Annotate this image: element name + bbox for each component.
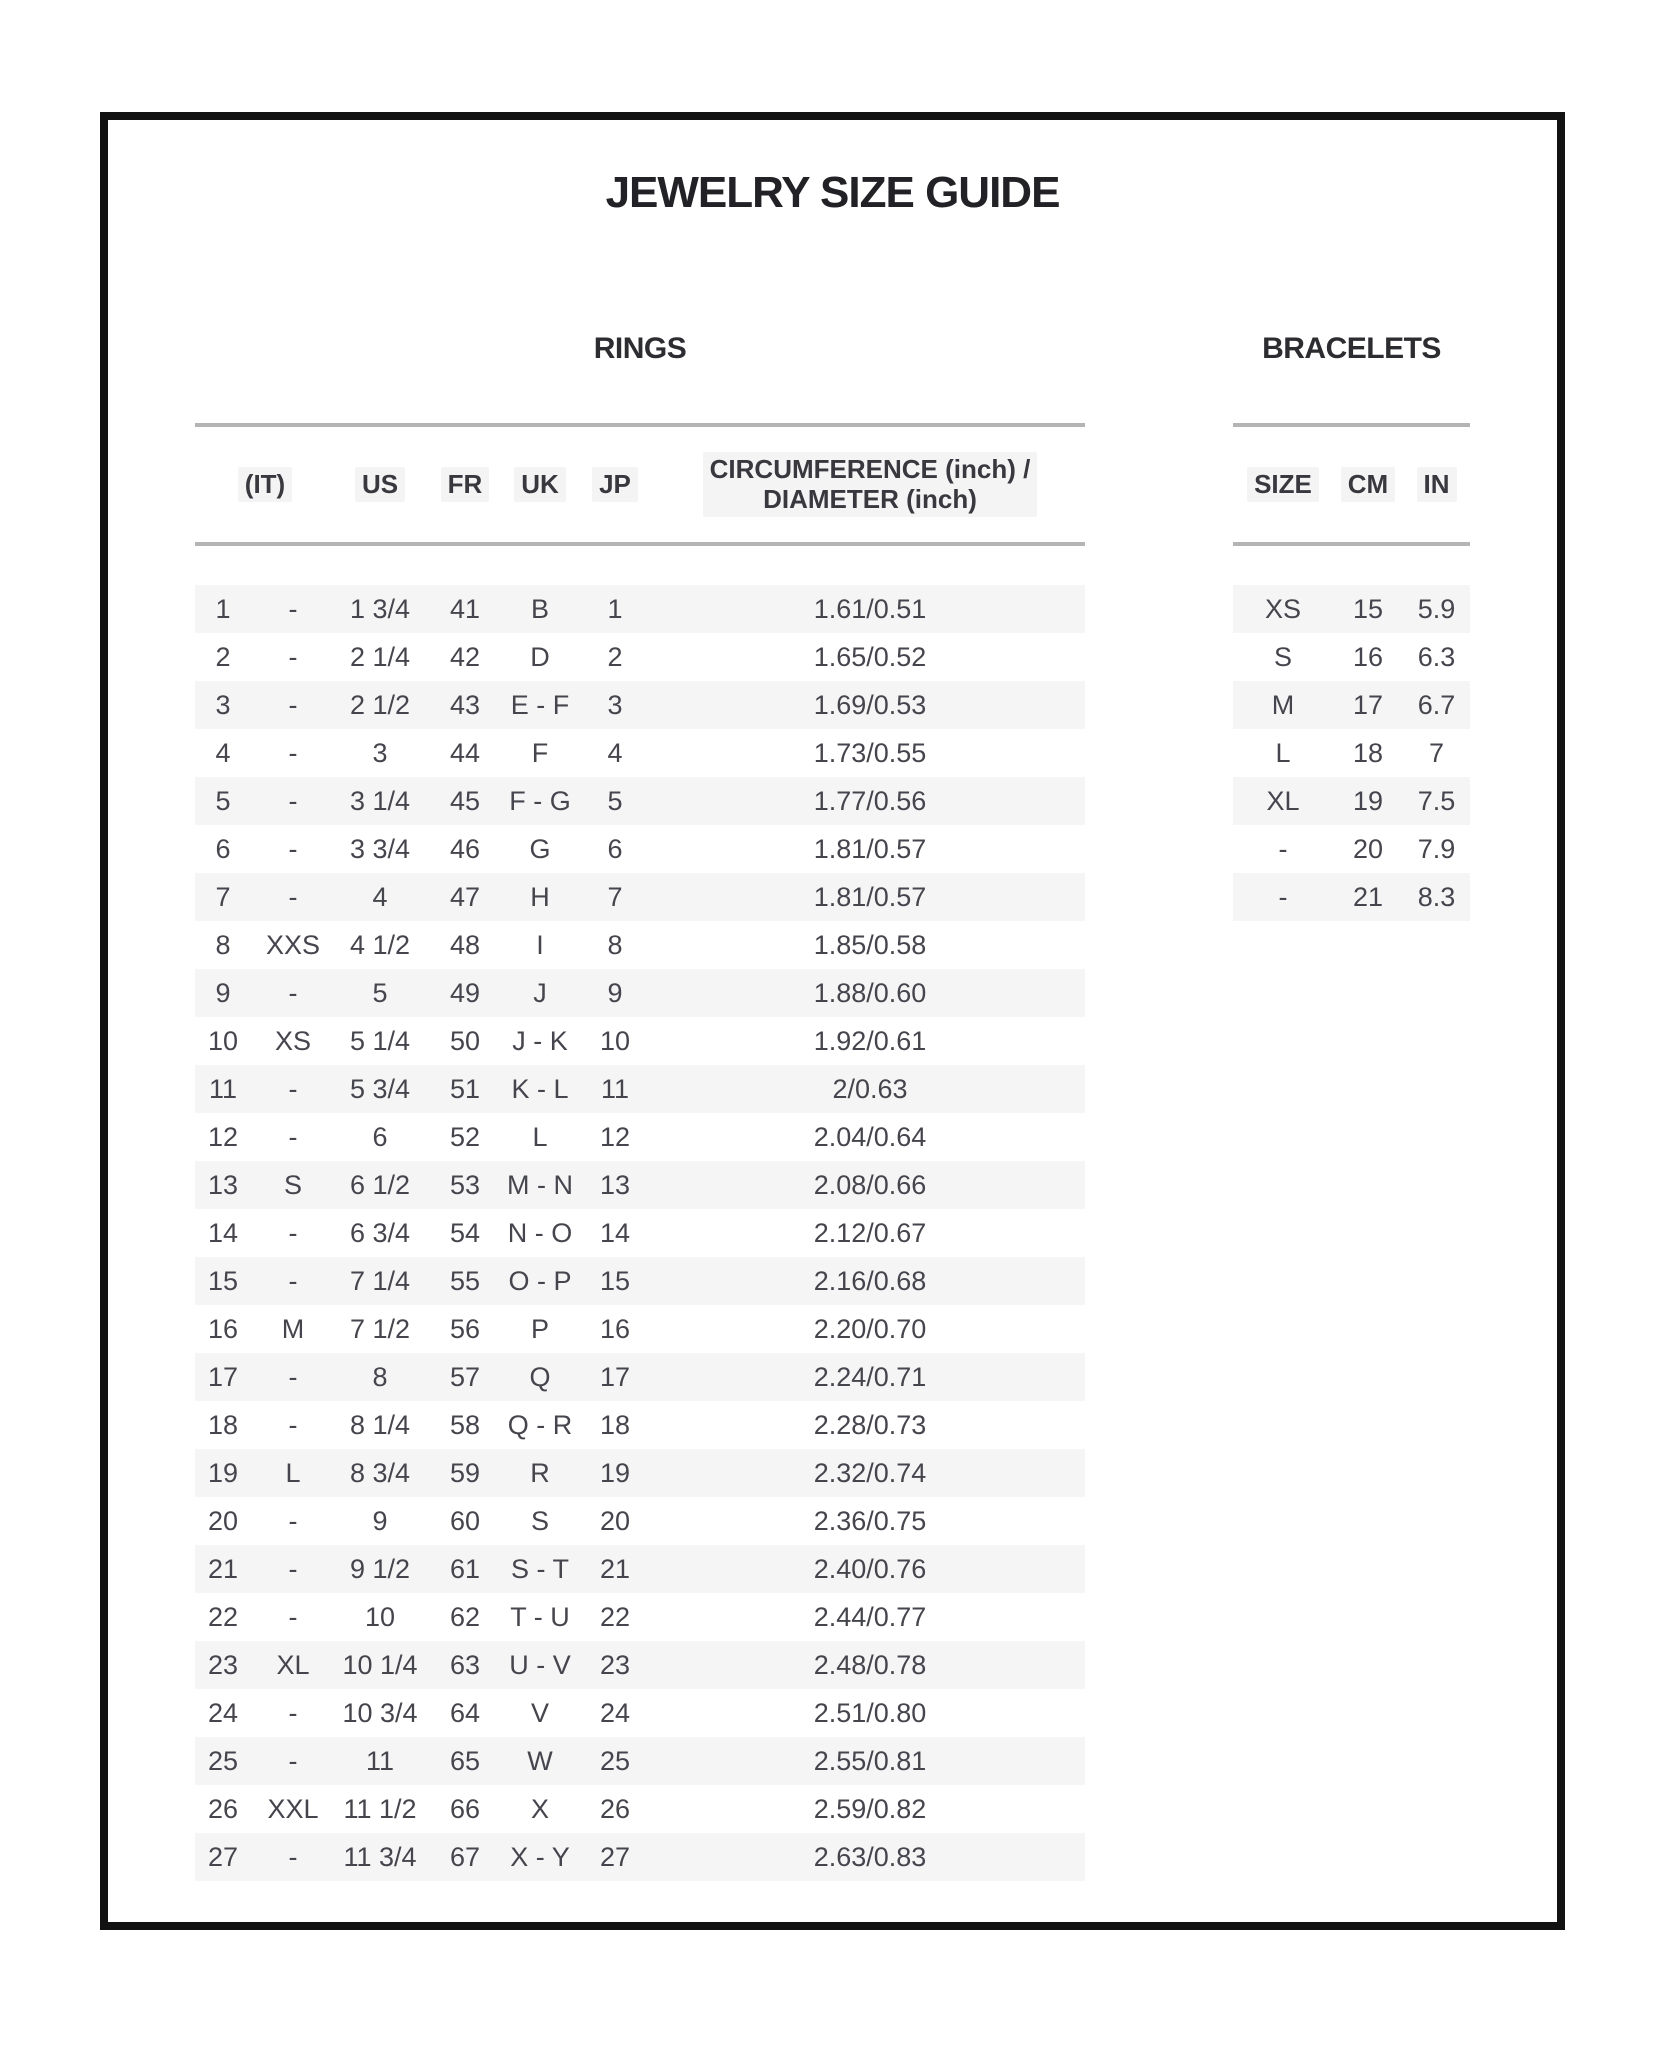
table-row <box>195 1833 1085 1881</box>
cell-in: 5.9 <box>1417 593 1456 624</box>
cell-fr: 61 <box>449 1553 481 1584</box>
cell-uk: I <box>536 929 544 960</box>
cell-it: 4 <box>215 737 231 768</box>
cell-jp: 25 <box>599 1745 631 1776</box>
page-title: JEWELRY SIZE GUIDE <box>605 168 1060 217</box>
cell-fr: 54 <box>449 1217 481 1248</box>
cell-uk: S - T <box>510 1553 569 1584</box>
table-row <box>195 921 1085 969</box>
cell-in: 8.3 <box>1417 881 1456 912</box>
cell-intl: XS <box>274 1025 312 1056</box>
cell-us: 5 3/4 <box>349 1073 411 1104</box>
cell-uk: X <box>530 1793 549 1824</box>
cell-circ: 2.16/0.68 <box>813 1265 927 1296</box>
cell-us: 8 <box>372 1361 388 1392</box>
cell-it: 15 <box>207 1265 239 1296</box>
cell-uk: N - O <box>507 1217 573 1248</box>
cell-fr: 52 <box>449 1121 481 1152</box>
cell-us: 6 1/2 <box>349 1169 411 1200</box>
table-row <box>195 1353 1085 1401</box>
cell-circ: 2.44/0.77 <box>813 1601 927 1632</box>
cell-in: 7 <box>1428 737 1445 768</box>
bracelets-table-header <box>1233 423 1470 546</box>
cell-intl: - <box>288 689 298 720</box>
cell-size: - <box>1278 833 1288 864</box>
cell-circ: 1.88/0.60 <box>813 977 927 1008</box>
table-row <box>1233 777 1470 825</box>
cell-us: 9 1/2 <box>349 1553 411 1584</box>
cell-circ: 2.55/0.81 <box>813 1745 927 1776</box>
cell-circ: 2.59/0.82 <box>813 1793 927 1824</box>
rings-header-us: US <box>335 467 425 503</box>
cell-uk: X - Y <box>510 1841 570 1872</box>
table-row <box>195 1401 1085 1449</box>
cell-us: 6 3/4 <box>349 1217 411 1248</box>
table-row <box>1233 729 1470 777</box>
cell-us: 5 <box>372 977 388 1008</box>
cell-circ: 2/0.63 <box>832 1073 908 1104</box>
cell-intl: - <box>288 1361 298 1392</box>
cell-jp: 14 <box>599 1217 631 1248</box>
cell-us: 9 <box>372 1505 388 1536</box>
cell-it: 8 <box>215 929 231 960</box>
cell-size: XL <box>1266 785 1300 816</box>
cell-us: 10 1/4 <box>342 1649 418 1680</box>
cell-circ: 2.20/0.70 <box>813 1313 927 1344</box>
cell-intl: - <box>288 641 298 672</box>
cell-fr: 55 <box>449 1265 481 1296</box>
cell-us: 1 3/4 <box>349 593 411 624</box>
rings-header-circumference: CIRCUMFERENCE (inch) / DIAMETER (inch) <box>655 452 1085 518</box>
cell-in: 6.3 <box>1417 641 1456 672</box>
cell-circ: 1.77/0.56 <box>813 785 927 816</box>
cell-it: 19 <box>207 1457 239 1488</box>
cell-jp: 21 <box>599 1553 631 1584</box>
cell-fr: 43 <box>449 689 481 720</box>
cell-fr: 57 <box>449 1361 481 1392</box>
cell-fr: 41 <box>449 593 481 624</box>
cell-fr: 50 <box>449 1025 481 1056</box>
table-row <box>1233 873 1470 921</box>
cell-jp: 18 <box>599 1409 631 1440</box>
cell-circ: 2.36/0.75 <box>813 1505 927 1536</box>
table-row <box>195 1545 1085 1593</box>
cell-it: 9 <box>215 977 231 1008</box>
cell-intl: L <box>285 1457 301 1488</box>
cell-jp: 7 <box>607 881 623 912</box>
table-row <box>195 681 1085 729</box>
cell-circ: 2.48/0.78 <box>813 1649 927 1680</box>
cell-intl: - <box>288 977 298 1008</box>
cell-it: 18 <box>207 1409 239 1440</box>
cell-it: 21 <box>207 1553 239 1584</box>
cell-intl: - <box>288 1553 298 1584</box>
cell-it: 26 <box>207 1793 239 1824</box>
cell-uk: G <box>529 833 551 864</box>
cell-jp: 5 <box>607 785 623 816</box>
cell-uk: P <box>530 1313 549 1344</box>
rings-header-jp: JP <box>575 467 655 503</box>
cell-intl: - <box>288 593 298 624</box>
cell-intl: XL <box>276 1649 310 1680</box>
cell-jp: 8 <box>607 929 623 960</box>
cell-it: 7 <box>215 881 231 912</box>
cell-intl: - <box>288 1745 298 1776</box>
cell-intl: - <box>288 1121 298 1152</box>
cell-it: 13 <box>207 1169 239 1200</box>
table-row <box>195 585 1085 633</box>
cell-it: 6 <box>215 833 231 864</box>
table-row <box>195 1593 1085 1641</box>
cell-intl: XXL <box>267 1793 319 1824</box>
table-row <box>1233 585 1470 633</box>
bracelets-header-in: IN <box>1403 467 1470 503</box>
cell-intl: - <box>288 1505 298 1536</box>
cell-jp: 9 <box>607 977 623 1008</box>
cell-us: 3 3/4 <box>349 833 411 864</box>
cell-uk: T - U <box>510 1601 570 1632</box>
cell-us: 8 3/4 <box>349 1457 411 1488</box>
cell-uk: K - L <box>511 1073 569 1104</box>
cell-cm: 19 <box>1352 785 1384 816</box>
cell-jp: 24 <box>599 1697 631 1728</box>
cell-circ: 2.04/0.64 <box>813 1121 927 1152</box>
table-row <box>195 1641 1085 1689</box>
table-row <box>195 1209 1085 1257</box>
cell-circ: 1.73/0.55 <box>813 737 927 768</box>
bracelets-table-body <box>1233 585 1470 921</box>
cell-circ: 2.32/0.74 <box>813 1457 927 1488</box>
cell-circ: 2.08/0.66 <box>813 1169 927 1200</box>
cell-it: 27 <box>207 1841 239 1872</box>
cell-us: 6 <box>372 1121 388 1152</box>
cell-fr: 46 <box>449 833 481 864</box>
cell-uk: V <box>530 1697 549 1728</box>
cell-it: 14 <box>207 1217 239 1248</box>
cell-uk: F - G <box>509 785 571 816</box>
cell-uk: H <box>530 881 550 912</box>
cell-it: 12 <box>207 1121 239 1152</box>
cell-uk: Q - R <box>507 1409 573 1440</box>
cell-it: 17 <box>207 1361 239 1392</box>
cell-intl: - <box>288 1073 298 1104</box>
cell-uk: S <box>530 1505 549 1536</box>
cell-us: 11 3/4 <box>343 1841 417 1872</box>
cell-circ: 2.63/0.83 <box>813 1841 927 1872</box>
cell-jp: 6 <box>607 833 623 864</box>
cell-circ: 1.69/0.53 <box>813 689 927 720</box>
bracelets-section <box>1233 332 1470 912</box>
cell-fr: 67 <box>449 1841 481 1872</box>
table-row <box>195 1257 1085 1305</box>
cell-us: 8 1/4 <box>349 1409 411 1440</box>
cell-us: 4 <box>372 881 388 912</box>
cell-uk: O - P <box>508 1265 572 1296</box>
cell-fr: 59 <box>449 1457 481 1488</box>
cell-uk: W <box>527 1745 553 1776</box>
cell-in: 6.7 <box>1417 689 1456 720</box>
cell-us: 2 1/2 <box>349 689 411 720</box>
cell-jp: 1 <box>607 593 623 624</box>
cell-fr: 49 <box>449 977 481 1008</box>
cell-uk: Q <box>529 1361 551 1392</box>
table-row <box>1233 633 1470 681</box>
cell-intl: - <box>288 737 298 768</box>
cell-circ: 2.28/0.73 <box>813 1409 927 1440</box>
table-row <box>1233 681 1470 729</box>
table-row <box>195 873 1085 921</box>
cell-fr: 51 <box>449 1073 481 1104</box>
cell-us: 11 1/2 <box>343 1793 417 1824</box>
cell-jp: 13 <box>599 1169 631 1200</box>
cell-it: 23 <box>207 1649 239 1680</box>
cell-circ: 1.92/0.61 <box>813 1025 927 1056</box>
cell-us: 3 1/4 <box>349 785 411 816</box>
cell-jp: 27 <box>599 1841 631 1872</box>
table-row <box>195 1161 1085 1209</box>
table-row <box>195 1785 1085 1833</box>
cell-uk: R <box>530 1457 550 1488</box>
cell-jp: 22 <box>599 1601 631 1632</box>
cell-size: S <box>1273 641 1292 672</box>
cell-cm: 15 <box>1352 593 1384 624</box>
cell-fr: 63 <box>449 1649 481 1680</box>
cell-fr: 58 <box>449 1409 481 1440</box>
cell-fr: 48 <box>449 929 481 960</box>
cell-fr: 47 <box>449 881 481 912</box>
rings-header-it: (IT) <box>195 467 335 503</box>
cell-jp: 19 <box>599 1457 631 1488</box>
table-row <box>195 1065 1085 1113</box>
table-row <box>195 825 1085 873</box>
cell-uk: D <box>530 641 550 672</box>
cell-uk: J - K <box>512 1025 568 1056</box>
cell-uk: E - F <box>510 689 570 720</box>
cell-jp: 23 <box>599 1649 631 1680</box>
cell-fr: 60 <box>449 1505 481 1536</box>
cell-cm: 16 <box>1352 641 1384 672</box>
cell-jp: 2 <box>607 641 623 672</box>
cell-jp: 3 <box>607 689 623 720</box>
cell-it: 11 <box>208 1073 238 1104</box>
cell-jp: 15 <box>599 1265 631 1296</box>
cell-circ: 1.65/0.52 <box>813 641 927 672</box>
cell-intl: - <box>288 881 298 912</box>
cell-us: 5 1/4 <box>349 1025 411 1056</box>
cell-fr: 65 <box>449 1745 481 1776</box>
cell-cm: 21 <box>1352 881 1384 912</box>
cell-in: 7.9 <box>1417 833 1456 864</box>
cell-circ: 2.40/0.76 <box>813 1553 927 1584</box>
cell-cm: 18 <box>1352 737 1384 768</box>
bracelets-header-cm: CM <box>1333 467 1403 503</box>
cell-jp: 12 <box>599 1121 631 1152</box>
cell-intl: - <box>288 1409 298 1440</box>
cell-fr: 45 <box>449 785 481 816</box>
cell-intl: - <box>288 833 298 864</box>
cell-in: 7.5 <box>1417 785 1456 816</box>
cell-uk: B <box>530 593 549 624</box>
cell-fr: 53 <box>449 1169 481 1200</box>
cell-intl: - <box>288 1217 298 1248</box>
cell-it: 5 <box>215 785 231 816</box>
cell-it: 2 <box>215 641 231 672</box>
cell-jp: 16 <box>599 1313 631 1344</box>
cell-uk: U - V <box>509 1649 571 1680</box>
table-row <box>195 777 1085 825</box>
cell-intl: XXS <box>265 929 321 960</box>
cell-cm: 17 <box>1352 689 1384 720</box>
cell-uk: F <box>531 737 549 768</box>
cell-circ: 2.12/0.67 <box>813 1217 927 1248</box>
bracelets-heading: BRACELETS <box>1262 332 1441 365</box>
table-row <box>195 1737 1085 1785</box>
cell-jp: 20 <box>599 1505 631 1536</box>
cell-circ: 1.85/0.58 <box>813 929 927 960</box>
table-row <box>195 1449 1085 1497</box>
cell-it: 1 <box>215 593 231 624</box>
cell-intl: - <box>288 1697 298 1728</box>
cell-jp: 10 <box>599 1025 631 1056</box>
cell-fr: 64 <box>449 1697 481 1728</box>
cell-us: 7 1/4 <box>349 1265 411 1296</box>
cell-uk: L <box>532 1121 548 1152</box>
cell-intl: - <box>288 1265 298 1296</box>
table-row <box>195 1689 1085 1737</box>
cell-us: 2 1/4 <box>349 641 411 672</box>
cell-circ: 2.24/0.71 <box>813 1361 927 1392</box>
rings-table-header <box>195 423 1085 546</box>
cell-size: M <box>1271 689 1295 720</box>
cell-circ: 1.81/0.57 <box>813 833 927 864</box>
cell-size: - <box>1278 881 1288 912</box>
cell-circ: 1.61/0.51 <box>813 593 927 624</box>
rings-heading: RINGS <box>593 332 687 365</box>
cell-it: 10 <box>207 1025 239 1056</box>
cell-circ: 1.81/0.57 <box>813 881 927 912</box>
cell-it: 3 <box>215 689 231 720</box>
cell-cm: 20 <box>1352 833 1384 864</box>
cell-it: 24 <box>207 1697 239 1728</box>
cell-fr: 44 <box>449 737 481 768</box>
table-row <box>195 1017 1085 1065</box>
cell-size: L <box>1275 737 1291 768</box>
cell-us: 10 <box>364 1601 396 1632</box>
table-row <box>195 969 1085 1017</box>
table-row <box>195 729 1085 777</box>
cell-size: XS <box>1264 593 1302 624</box>
cell-us: 4 1/2 <box>349 929 411 960</box>
rings-header-fr: FR <box>425 467 505 503</box>
table-row <box>1233 825 1470 873</box>
cell-us: 11 <box>365 1745 395 1776</box>
cell-circ: 2.51/0.80 <box>813 1697 927 1728</box>
cell-it: 25 <box>207 1745 239 1776</box>
cell-jp: 11 <box>600 1073 630 1104</box>
rings-table-body <box>195 585 1085 1881</box>
bracelets-header-size: SIZE <box>1233 467 1333 503</box>
cell-us: 7 1/2 <box>349 1313 411 1344</box>
cell-fr: 66 <box>449 1793 481 1824</box>
cell-fr: 56 <box>449 1313 481 1344</box>
cell-jp: 26 <box>599 1793 631 1824</box>
table-row <box>195 1497 1085 1545</box>
table-row <box>195 633 1085 681</box>
cell-it: 16 <box>207 1313 239 1344</box>
rings-header-uk: UK <box>505 467 575 503</box>
cell-uk: M - N <box>507 1169 573 1200</box>
cell-us: 3 <box>372 737 388 768</box>
cell-intl: S <box>283 1169 302 1200</box>
cell-it: 22 <box>207 1601 239 1632</box>
cell-uk: J <box>533 977 547 1008</box>
cell-intl: - <box>288 785 298 816</box>
cell-it: 20 <box>207 1505 239 1536</box>
cell-intl: M <box>281 1313 305 1344</box>
cell-us: 10 3/4 <box>342 1697 418 1728</box>
rings-section <box>195 332 1085 1872</box>
table-row <box>195 1305 1085 1353</box>
cell-fr: 62 <box>449 1601 481 1632</box>
table-row <box>195 1113 1085 1161</box>
cell-jp: 4 <box>607 737 623 768</box>
cell-jp: 17 <box>599 1361 631 1392</box>
cell-intl: - <box>288 1841 298 1872</box>
cell-intl: - <box>288 1601 298 1632</box>
cell-fr: 42 <box>449 641 481 672</box>
